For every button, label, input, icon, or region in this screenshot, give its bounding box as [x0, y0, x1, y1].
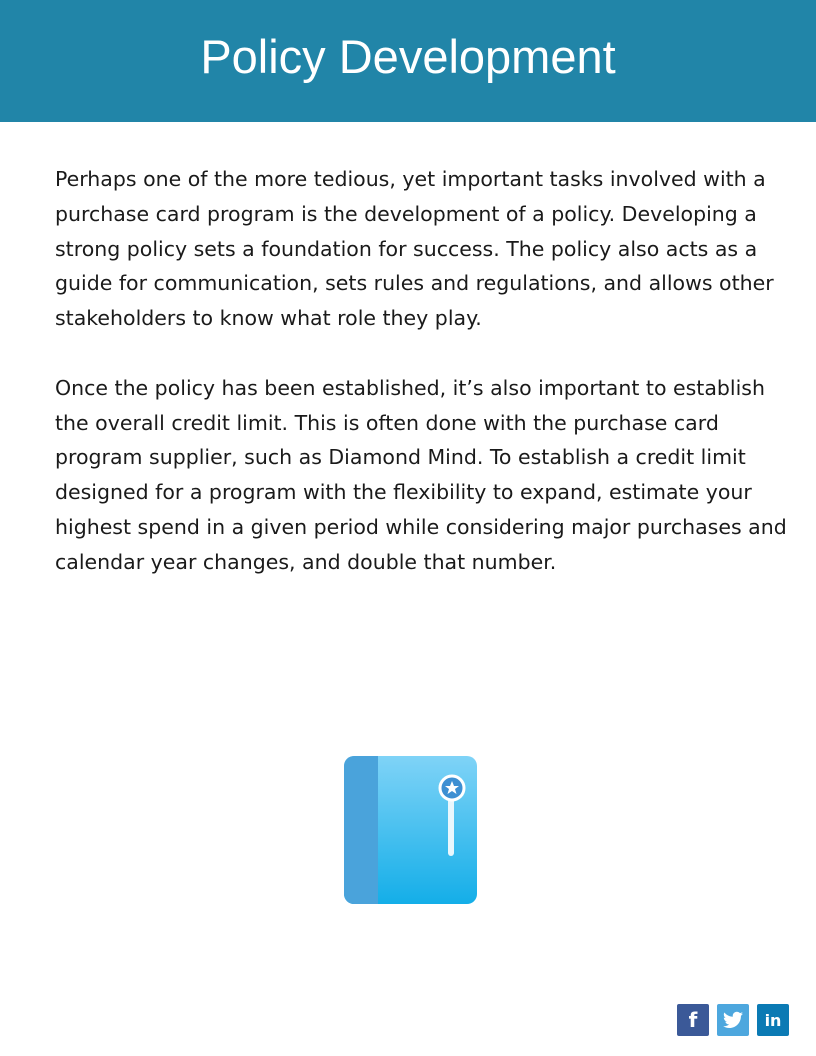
paragraph-policy: Perhaps one of the more tedious, yet important tasks involved with a purchase card program is the development of a policy. Developing a strong policy sets a foundation for success. The policy also acts as a guide for communication, sets rules and regulations, and allows other stakeholders to know what role they play. — [55, 167, 774, 331]
notebook-icon — [344, 756, 477, 904]
linkedin-button[interactable] — [757, 1004, 789, 1036]
facebook-icon: f — [688, 1008, 698, 1032]
facebook-button[interactable] — [677, 1004, 709, 1036]
header-bar — [0, 0, 816, 122]
linkedin-icon: in — [764, 1010, 782, 1030]
twitter-button[interactable] — [717, 1004, 749, 1036]
body-text — [55, 162, 790, 580]
social-links — [677, 1004, 789, 1036]
twitter-icon — [723, 1011, 743, 1029]
page-title: Policy Development — [200, 30, 616, 83]
paragraph-credit-limit: Once the policy has been established, it’s also important to establish the overall credit limit. This is often done with the purchase card program supplier, such as Diamond Mind. To establish a credit limit designed for a program with the flexibility to expand, estimate your highest spend in a given period while considering major purchases and calendar year changes, and double that number. — [55, 375, 787, 574]
